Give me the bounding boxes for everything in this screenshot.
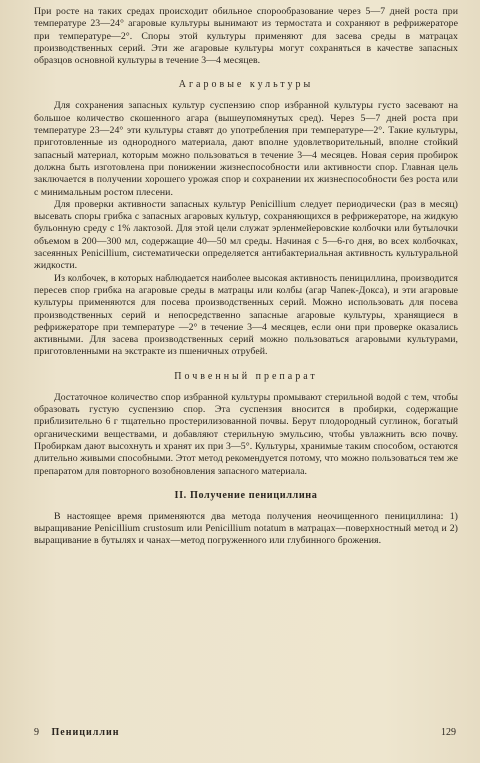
intro-paragraph: При росте на таких средах происходит обильное спорообразование через 5—7 дней роста при температуре 23—24° агаровые культуры вынимают из термостата и сохраняют в рефрижераторе при температуре—2°. Споры этой культуры применяют для засева среды в матрацах производственных серий. Эти же агаровые культуры могут сохраняться в качестве запасных образцов основной культуры в течение 3—4 месяцев. bbox=[34, 6, 458, 67]
section-heading-soil: Почвенный препарат bbox=[174, 370, 318, 382]
section-heading-agar: Агаровые культуры bbox=[178, 79, 314, 91]
paragraph: Для проверки активности запасных культур Penicillium следует периодически (раз в месяц) высевать споры грибка с запасных агаровых культур, сохраняющихся в рефрижераторе, на жидкую бульонную среду с 1% лактозой. Для этой цели служат эрленмейеровские колбочки или бутылочки объемом в 200—300 мл, содержащие 40—50 мл среды. Начиная с 5—6-го дня, во всех колбочках, засеянных Penicillium, систематически определяется антибактериальная активность культуральной жидкости. bbox=[34, 198, 458, 272]
page-footer bbox=[34, 727, 456, 738]
footer-left bbox=[34, 727, 130, 738]
paragraph: Достаточное количество спор избранной культуры промывают стерильной водой с тем, чтобы образовать густую суспензию спор. Эта суспензия вносится в пробирки, содержащие приблизительно 6 г тщательно простерилизованной почвы. Берут плодородный суглинок, богатый органическими веществами, и добавляют стерильную эмульсию, чтобы увлажнить всю почву. Пробиркам дают высохнуть и хранят их при 3—5°. Культуры, хранимые таким способом, остаются длительно живыми способными. Этот метод рекомендуется потому, что можно пользоваться тем же препаратом для повторного возобновления запасного материала. bbox=[34, 391, 458, 477]
paragraph: В настоящее время применяются два метода получения неочищенного пенициллина: 1) выращивание Penicillium crustosum или Penicillium notatum в матрацах—поверхностный метод и 2) выращивание в бутылях и чанах—метод погруженного или глубинного брожения. bbox=[34, 510, 458, 547]
page-number: 129 bbox=[441, 727, 456, 738]
running-title: Пенициллин bbox=[51, 727, 120, 738]
signature-number: 9 bbox=[34, 727, 39, 738]
paragraph: Из колбочек, в которых наблюдается наиболее высокая активность пенициллина, производится пересев спор грибка на агаровые среды в матрацы или колбы (агар Чапек-Докса), и эти агаровые культуры применяются для посева производственных серий. Можно использовать для посева производственных серий и непосредственно запасные агаровые культуры, хранящиеся в рефрижераторе при температуре —2° в течение 3—4 месяцев, если они при проверке оказались активными. Для засева производственных серий можно пользоваться агаровыми культурами, приготовленными на экстракте из пшеничных отрубей. bbox=[34, 272, 458, 358]
paragraph: Для сохранения запасных культур суспензию спор избранной культуры густо засевают на большое количество скошенного агара (вышеупомянутых сред). Через 5—7 дней роста при температуре 23—24° эти культуры ставят до употребления при температуре—2°. Такие культуры, приготовленные из однородного материала, дают вполне удовлетворительный, вполне стойкий запасный материал, которым можно пользоваться в течение 3—4 месяцев. Новая серия пробирок должна быть изготовлена при понижении жизнеспособности или активности спор. Главная цель заключается в получении хорошего урожая спор и сохранении их жизнеспособности без роста или с минимальным ростом плесени. bbox=[34, 100, 458, 198]
chapter-heading: II. Получение пенициллина bbox=[174, 489, 318, 501]
